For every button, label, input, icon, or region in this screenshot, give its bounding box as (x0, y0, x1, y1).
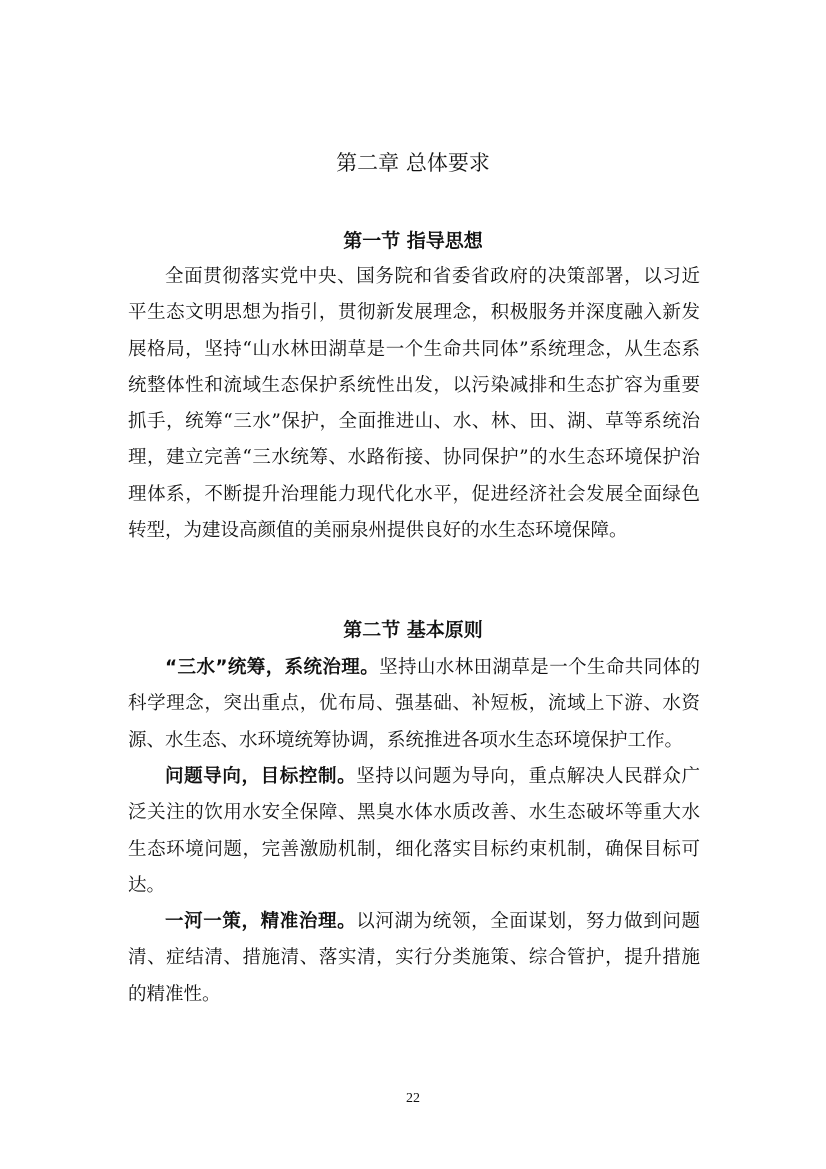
principle-paragraph (128, 904, 700, 1013)
paragraph (128, 904, 700, 1013)
paragraph (128, 650, 700, 759)
principle-paragraph (128, 759, 700, 904)
principle-text: 坚持山水林田湖草是一个生命共同体的科学理念，突出重点，优布局、强基础、补短板，流域上下游、水资源、水生态、水环境统筹协调，系统推进各项水生态环境保护工作。 (128, 657, 700, 751)
section-title-basic-principles: 第二节 基本原则 (343, 619, 483, 641)
paragraph: 全面贯彻落实党中央、国务院和省委省政府的决策部署，以习近平生态文明思想为指引，贯彻新发展理念，积极服务并深度融入新发展格局，坚持“山水林田湖草是一个生命共同体”系统理念，从生态系统整体性和流域生态保护系统性出发，以污染减排和生态扩容为重要抓手，统筹“三水”保护，全面推进山、水、林、田、湖、草等系统治理，建立完善“三水统筹、水路衔接、协同保护”的水生态环境保护治理体系，不断提升治理能力现代化水平，促进经济社会发展全面绿色转型，为建设高颜值的美丽泉州提供良好的水生态环境保障。 (128, 266, 700, 542)
principle-lead: “三水”统筹，系统治理。 (165, 657, 380, 678)
guiding-ideology-body (128, 259, 700, 549)
section-title-guiding-ideology: 第一节 指导思想 (343, 230, 483, 252)
page-number: 22 (406, 1091, 420, 1106)
chapter-title: 第二章 总体要求 (336, 151, 490, 175)
principle-lead: 问题导向，目标控制。 (165, 766, 357, 787)
principle-paragraph (128, 650, 700, 759)
principle-text: 以河湖为统领，全面谋划，努力做到问题清、症结清、措施清、落实清，实行分类施策、综合管护，提升措施的精准性。 (128, 911, 700, 1005)
principle-lead: 一河一策，精准治理。 (165, 911, 357, 932)
paragraph (128, 759, 700, 904)
principle-text: 坚持以问题为导向，重点解决人民群众广泛关注的饮用水安全保障、黑臭水体水质改善、水生态破坏等重大水生态环境问题，完善激励机制，细化落实目标约束机制，确保目标可达。 (128, 766, 700, 896)
